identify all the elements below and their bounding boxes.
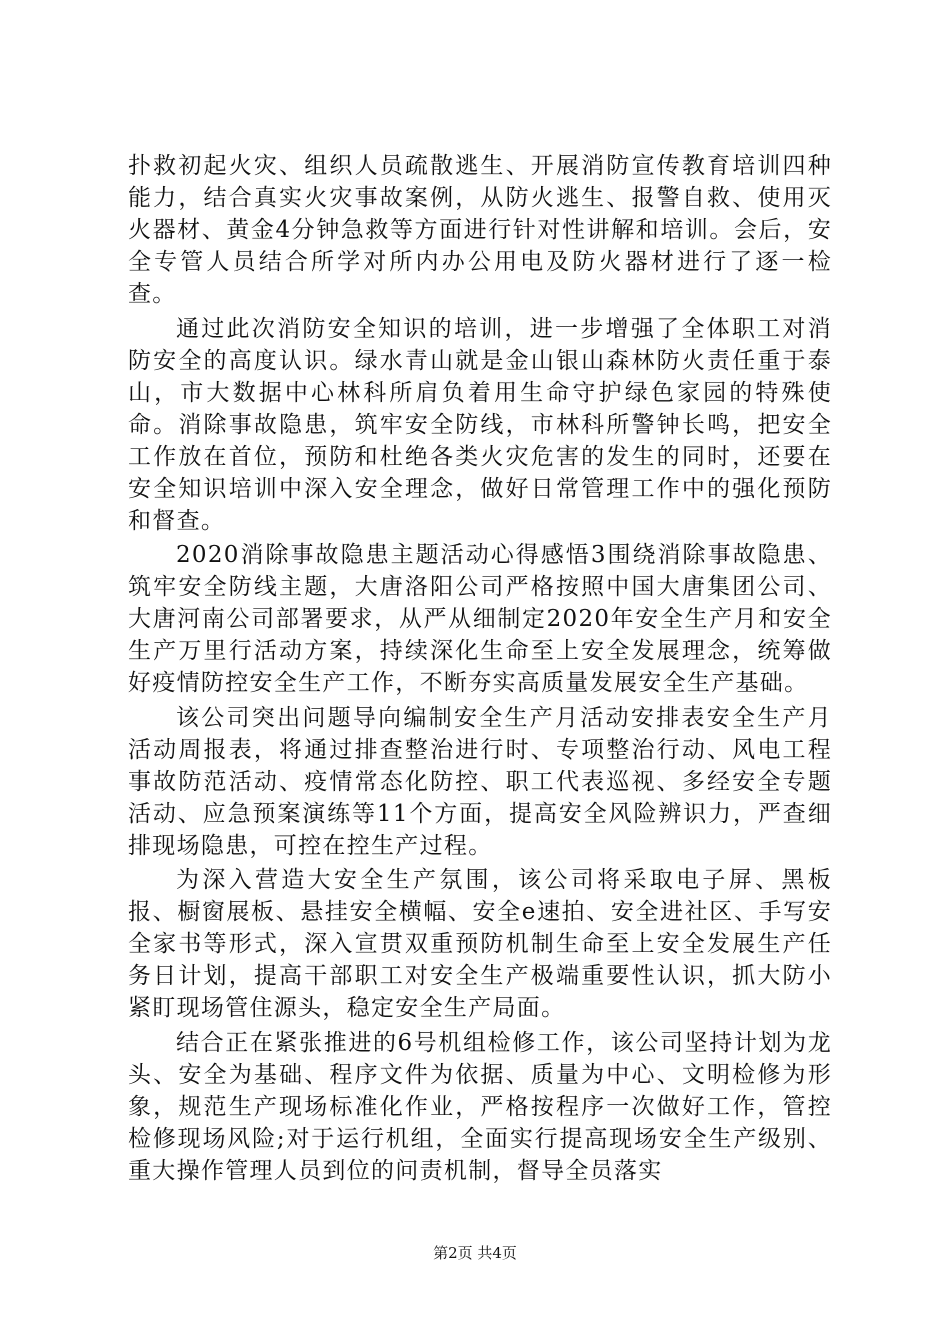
document-body — [128, 150, 832, 1189]
paragraph: 结合正在紧张推进的6号机组检修工作，该公司坚持计划为龙头、安全为基础、程序文件为依据、质量为中心、文明检修为形象，规范生产现场标准化作业，严格按程序一次做好工作，管控检修现场风险;对于运行机组，全面实行提高现场安全生产级别、重大操作管理人员到位的问责机制，督导全员落实 — [128, 1029, 832, 1184]
paragraph-continued: 扑救初起火灾、组织人员疏散逃生、开展消防宣传教育培训四种能力，结合真实火灾事故案例，从防火逃生、报警自救、使用灭火器材、黄金4分钟急救等方面进行针对性讲解和培训。会后，安全专管人员结合所学对所内办公用电及防火器材进行了逐一检查。 — [128, 153, 832, 307]
paragraph: 2020消除事故隐患主题活动心得感悟3围绕消除事故隐患、筑牢安全防线主题，大唐洛阳公司严格按照中国大唐集团公司、大唐河南公司部署要求，从严从细制定2020年安全生产月和安全生产万里行活动方案，持续深化生命至上安全发展理念，统筹做好疫情防控安全生产工作，不断夯实高质量发展安全生产基础。 — [128, 542, 832, 696]
paragraph: 通过此次消防安全知识的培训，进一步增强了全体职工对消防安全的高度认识。绿水青山就是金山银山森林防火责任重于泰山，市大数据中心林科所肩负着用生命守护绿色家园的特殊使命。消除事故隐患，筑牢安全防线，市林科所警钟长鸣，把安全工作放在首位，预防和杜绝各类火灾危害的发生的同时，还要在安全知识培训中深入安全理念，做好日常管理工作中的强化预防和督查。 — [128, 315, 832, 534]
paragraph: 为深入营造大安全生产氛围，该公司将采取电子屏、黑板报、橱窗展板、悬挂安全横幅、安全e速拍、安全进社区、手写安全家书等形式，深入宣贯双重预防机制生命至上安全发展生产任务日计划，提高干部职工对安全生产极端重要性认识，抓大防小紧盯现场管住源头，稳定安全生产局面。 — [128, 867, 832, 1021]
paragraph: 该公司突出问题导向编制安全生产月活动安排表安全生产月活动周报表，将通过排查整治进行时、专项整治行动、风电工程事故防范活动、疫情常态化防控、职工代表巡视、多经安全专题活动、应急预案演练等11个方面，提高安全风险辨识力，严查细排现场隐患，可控在控生产过程。 — [128, 704, 832, 859]
page-number-footer: 第2页 共4页 — [433, 1244, 517, 1262]
